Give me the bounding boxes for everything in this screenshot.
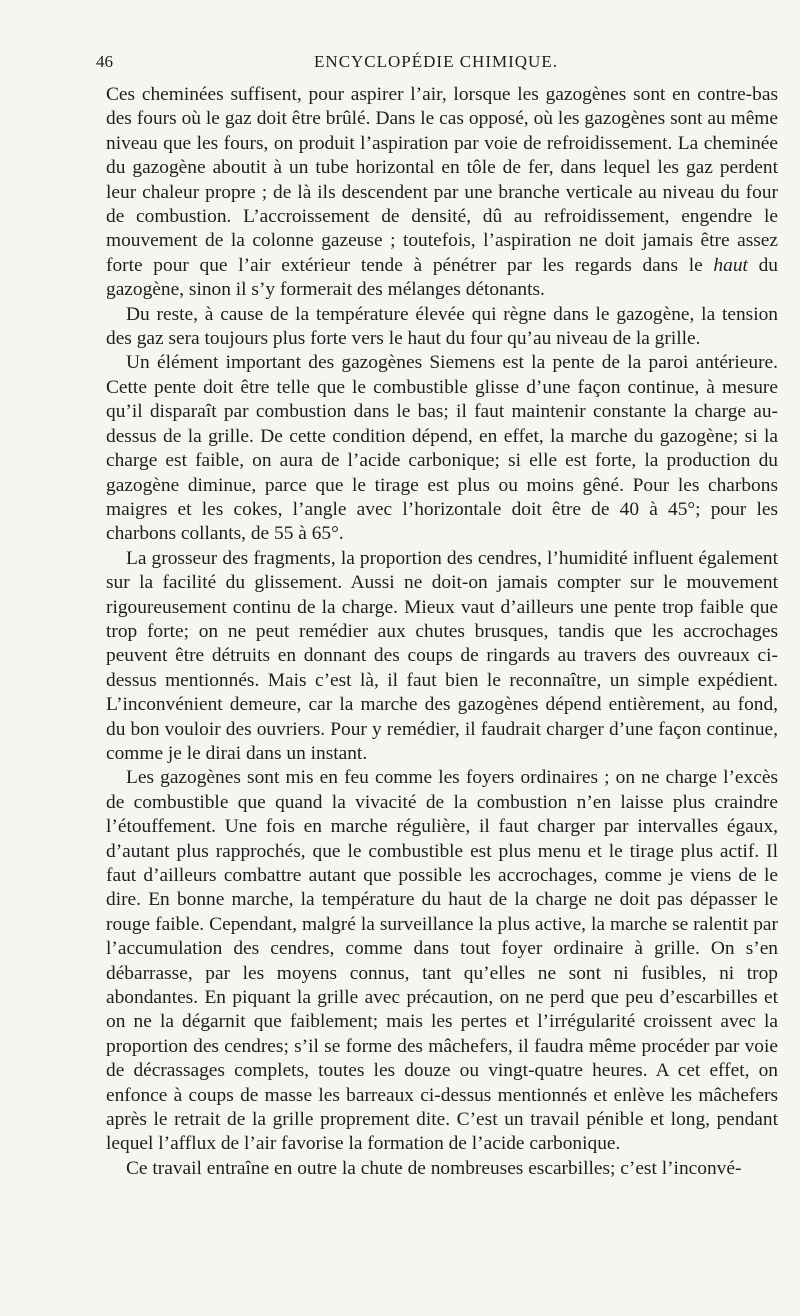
paragraph-text: Ces cheminées suffisent, pour aspirer l’air, lorsque les gazogènes sont en contre-bas des fours où le gaz doit être brûlé. Dans le cas opposé, où les gazogènes sont au même niveau que les fours, on produit l’aspiration par voie de refroidissement. La cheminée du gazogène aboutit à un tube horizontal en tôle de fer, dans lequel les gaz perdent leur chaleur propre ; de là ils descendent par une branche verticale au niveau du four de combustion. L’accroissement de densité, dû au refroidissement, engendre le mouvement de la colonne gazeuse ; toutefois, l’aspiration ne doit jamais être assez forte pour que l’air extérieur tende à pénétrer par les regards dans le bbox=[106, 84, 778, 276]
paragraph: Les gazogènes sont mis en feu comme les foyers ordinaires ; on ne charge l’excès de combustible que quand la vivacité de la combustion n’en laisse plus craindre l’étouffement. Une fois en marche régulière, il faut charger par intervalles égaux, d’autant plus rapprochés, que le combustible est plus menu et le tirage plus actif. Il faut d’ailleurs combattre autant que possible les accrochages, comme je viens de le dire. En bonne marche, la température du haut de la charge ne doit pas dépasser le rouge faible. Cependant, malgré la surveillance la plus active, la marche se ralentit par l’accumulation des cendres, comme dans tout foyer ordinaire à grille. On s’en débarrasse, par les moyens connus, tant qu’elles ne sont ni fusibles, ni trop abondantes. En piquant la grille avec précaution, on ne perd que peu d’escarbilles et on ne la dégarnit que faiblement; mais les pertes et l’irrégularité croissent avec la proportion des cendres; s’il se forme des mâchefers, il faudra même procéder par voie de décrassages complets, toutes les douze ou vingt-quatre heures. A cet effet, on enfonce à coups de masse les barreaux ci-dessus mentionnés et enlève les mâchefers après le retrait de la grille proprement dite. C’est un travail pénible et long, pendant lequel l’afflux de l’air favorise la formation de l’acide carbonique. bbox=[106, 767, 778, 1155]
emphasized-word: haut bbox=[713, 254, 748, 276]
body-text bbox=[106, 83, 778, 1181]
running-title: ENCYCLOPÉDIE CHIMIQUE. bbox=[314, 52, 558, 71]
paragraph bbox=[106, 83, 778, 303]
paragraph: La grosseur des fragments, la proportion des cendres, l’humidité influent également sur la facilité du glissement. Aussi ne doit-on jamais compter sur le mouvement rigoureusement continu de la charge. Mieux vaut d’ailleurs une pente trop faible que trop forte; on ne peut remédier aux chutes brusques, tandis que les accrochages peuvent être détruits en donnant des coups de ringards au travers des ouvreaux ci-dessus mentionnés. Mais c’est là, il faut bien le reconnaître, un simple expédient. L’inconvénient demeure, car la marche des gazogènes dépend entièrement, au fond, du bon vouloir des ouvriers. Pour y remédier, il faudrait charger d’une façon continue, comme je le dirai dans un instant. bbox=[106, 547, 778, 764]
paragraph: Ce travail entraîne en outre la chute de nombreuses escarbilles; c’est l’inconvé- bbox=[126, 1157, 742, 1179]
paragraph-text: du gazogène, sinon il s’y formerait des mélanges détonants. bbox=[106, 254, 778, 301]
paragraph: Du reste, à cause de la température élevée qui règne dans le gazogène, la tension des gaz sera toujours plus forte vers le haut du four qu’au niveau de la grille. bbox=[106, 303, 778, 350]
page-number: 46 bbox=[96, 52, 113, 71]
paragraph: Un élément important des gazogènes Siemens est la pente de la paroi antérieure. Cette pente doit être telle que le combustible glisse d’une façon continue, à mesure qu’il disparaît par combustion dans le bas; il faut maintenir constante la charge au-dessus de la grille. De cette condition dépend, en effet, la marche du gazogène; si la charge est faible, on aura de l’acide carbonique; si elle est forte, la production du gazogène diminue, parce que le tirage est plus ou moins gêné. Pour les charbons maigres et les cokes, l’angle avec l’horizontale doit être de 40 à 45°; pour les charbons collants, de 55 à 65°. bbox=[106, 352, 778, 545]
page-header bbox=[96, 52, 776, 78]
